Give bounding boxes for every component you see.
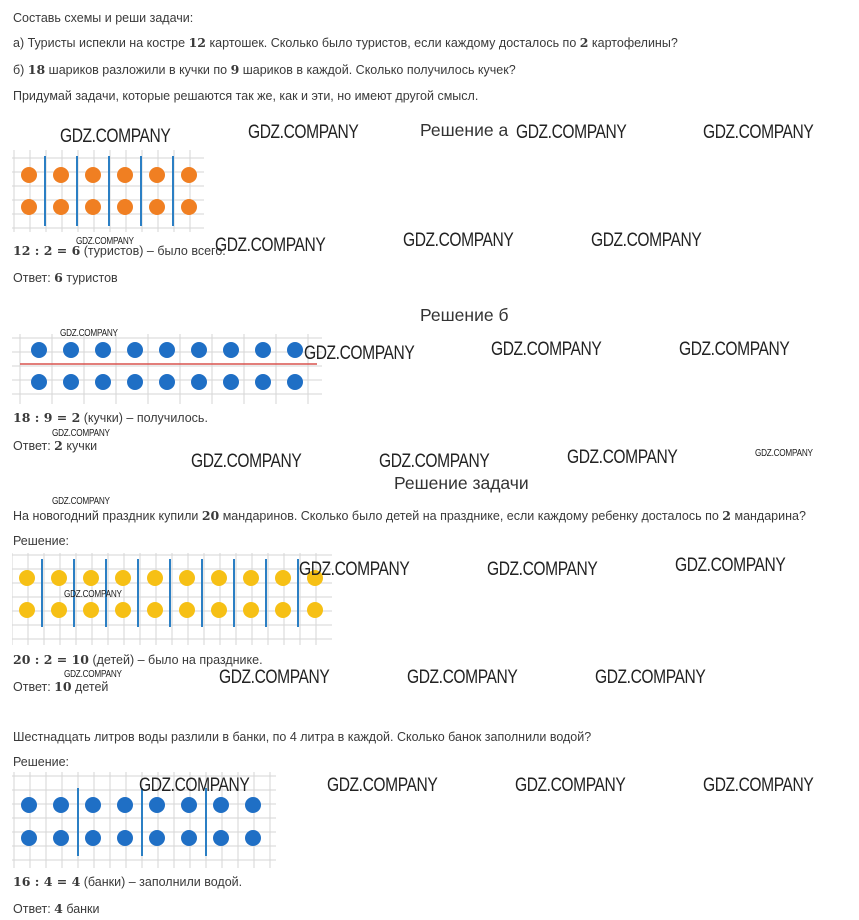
task1-answer: Ответ: 10 детей xyxy=(13,679,109,694)
dot xyxy=(115,602,131,618)
dot xyxy=(83,602,99,618)
dot xyxy=(31,374,47,390)
dot xyxy=(181,199,197,215)
diagram-b xyxy=(12,334,322,404)
dot xyxy=(117,797,133,813)
task2-answer: Ответ: 4 банки xyxy=(13,901,100,916)
dot xyxy=(31,342,47,358)
dot xyxy=(117,167,133,183)
dot xyxy=(21,167,37,183)
watermark: GDZ.COMPANY xyxy=(491,339,602,360)
dot xyxy=(181,797,197,813)
solution-a-answer: Ответ: 6 туристов xyxy=(13,270,118,285)
watermark: GDZ.COMPANY xyxy=(64,669,122,680)
watermark: GDZ.COMPANY xyxy=(215,235,326,256)
task-title: Составь схемы и реши задачи: xyxy=(13,11,194,25)
dot xyxy=(223,342,239,358)
dot xyxy=(85,199,101,215)
watermark: GDZ.COMPANY xyxy=(219,667,330,688)
dot xyxy=(85,797,101,813)
watermark: GDZ.COMPANY xyxy=(304,343,415,364)
watermark: GDZ.COMPANY xyxy=(591,230,702,251)
task-b: б) 18 шариков разложили в кучки по 9 шариков в каждой. Сколько получилось кучек? xyxy=(13,62,516,77)
dot xyxy=(53,830,69,846)
watermark: GDZ.COMPANY xyxy=(52,496,110,507)
dot xyxy=(149,830,165,846)
dot xyxy=(147,570,163,586)
dot xyxy=(245,830,261,846)
watermark: GDZ.COMPANY xyxy=(139,775,250,796)
dot xyxy=(95,342,111,358)
watermark: GDZ.COMPANY xyxy=(299,559,410,580)
watermark: GDZ.COMPANY xyxy=(407,667,518,688)
watermark: GDZ.COMPANY xyxy=(60,126,171,147)
dot xyxy=(85,830,101,846)
dot xyxy=(63,374,79,390)
dot xyxy=(287,342,303,358)
watermark: GDZ.COMPANY xyxy=(379,451,490,472)
watermark: GDZ.COMPANY xyxy=(755,448,813,459)
watermark: GDZ.COMPANY xyxy=(567,447,678,468)
dot xyxy=(127,342,143,358)
watermark: GDZ.COMPANY xyxy=(515,775,626,796)
task1-statement: На новогодний праздник купили 20 мандаринов. Сколько было детей на празднике, если каждому ребенку досталось по 2 мандарина? xyxy=(13,508,806,523)
dot xyxy=(181,830,197,846)
watermark: GDZ.COMPANY xyxy=(60,328,118,339)
dot xyxy=(243,602,259,618)
dot xyxy=(211,570,227,586)
dot xyxy=(179,570,195,586)
dot xyxy=(127,374,143,390)
dot xyxy=(149,167,165,183)
grid-lines xyxy=(12,553,332,645)
dot xyxy=(115,570,131,586)
dot xyxy=(191,342,207,358)
dot xyxy=(85,167,101,183)
dot xyxy=(159,374,175,390)
watermark: GDZ.COMPANY xyxy=(516,122,627,143)
task1-solution-label: Решение: xyxy=(13,534,70,548)
dot xyxy=(181,167,197,183)
diagram-task1-svg xyxy=(12,553,332,645)
watermark: GDZ.COMPANY xyxy=(703,122,814,143)
diagram-task1 xyxy=(12,553,332,645)
watermark: GDZ.COMPANY xyxy=(64,589,122,600)
divider-lines xyxy=(45,156,173,226)
dot xyxy=(211,602,227,618)
dot xyxy=(307,602,323,618)
heading-solution-tasks: Решение задачи xyxy=(394,473,529,493)
solution-b-answer: Ответ: 2 кучки xyxy=(13,438,98,453)
dot xyxy=(191,374,207,390)
dot xyxy=(53,167,69,183)
dot xyxy=(275,570,291,586)
dot xyxy=(255,342,271,358)
watermark: GDZ.COMPANY xyxy=(248,122,359,143)
heading-solution-a: Решение а xyxy=(420,120,509,140)
dot xyxy=(255,374,271,390)
dot xyxy=(223,374,239,390)
diagram-b-svg xyxy=(12,334,322,404)
dot xyxy=(243,570,259,586)
dot xyxy=(213,830,229,846)
task1-expression: 20 : 2 = 10 (детей) – было на празднике. xyxy=(13,652,263,667)
dot xyxy=(19,570,35,586)
dot xyxy=(147,602,163,618)
dot xyxy=(179,602,195,618)
dot xyxy=(19,602,35,618)
dot xyxy=(287,374,303,390)
dot xyxy=(213,797,229,813)
solution-a-expression: 12 : 2 = 6 (туристов) – было всего. xyxy=(13,243,226,258)
dot xyxy=(117,199,133,215)
watermark: GDZ.COMPANY xyxy=(487,559,598,580)
task2-statement: Шестнадцать литров воды разлили в банки, по 4 литра в каждой. Сколько банок заполнили водой? xyxy=(13,730,592,744)
watermark: GDZ.COMPANY xyxy=(52,428,110,439)
dot xyxy=(159,342,175,358)
diagram-a xyxy=(12,150,204,232)
dot xyxy=(149,797,165,813)
dot xyxy=(275,602,291,618)
watermark: GDZ.COMPANY xyxy=(327,775,438,796)
watermark: GDZ.COMPANY xyxy=(675,555,786,576)
dot xyxy=(63,342,79,358)
dot xyxy=(117,830,133,846)
watermark: GDZ.COMPANY xyxy=(679,339,790,360)
heading-solution-b: Решение б xyxy=(420,305,509,325)
dot xyxy=(53,797,69,813)
task-invent: Придумай задачи, которые решаются так же, как и эти, но имеют другой смысл. xyxy=(13,89,479,103)
task2-solution-label: Решение: xyxy=(13,755,70,769)
dot xyxy=(21,830,37,846)
dot xyxy=(53,199,69,215)
watermark: GDZ.COMPANY xyxy=(403,230,514,251)
diagram-a-svg xyxy=(12,150,204,232)
task-a: а) Туристы испекли на костре 12 картошек. Сколько было туристов, если каждому досталось по 2 картофелины? xyxy=(13,35,678,50)
dot xyxy=(83,570,99,586)
watermark: GDZ.COMPANY xyxy=(703,775,814,796)
solution-b-expression: 18 : 9 = 2 (кучки) – получилось. xyxy=(13,410,208,425)
dot xyxy=(21,797,37,813)
watermark: GDZ.COMPANY xyxy=(595,667,706,688)
dot xyxy=(21,199,37,215)
watermark: GDZ.COMPANY xyxy=(76,236,134,247)
dot xyxy=(51,602,67,618)
dot xyxy=(149,199,165,215)
dot xyxy=(51,570,67,586)
dot xyxy=(245,797,261,813)
task2-expression: 16 : 4 = 4 (банки) – заполнили водой. xyxy=(13,874,243,889)
dot xyxy=(95,374,111,390)
watermark: GDZ.COMPANY xyxy=(191,451,302,472)
